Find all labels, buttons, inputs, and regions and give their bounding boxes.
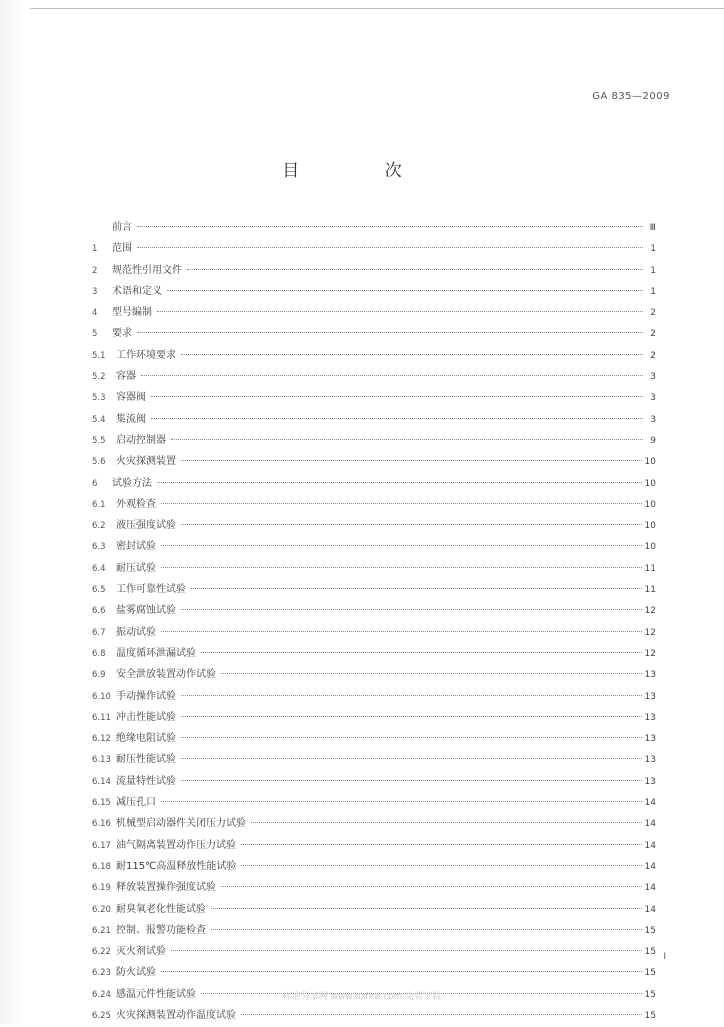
toc-entry-page: 1 (650, 265, 656, 276)
toc-entry-page: 13 (644, 755, 656, 766)
toc-entry-number: 6.18 (92, 861, 111, 872)
toc-entry-number: 5.4 (92, 414, 106, 425)
toc-entry[interactable] (92, 623, 656, 644)
toc-entry-number: 6.11 (92, 712, 111, 723)
toc-entry[interactable] (92, 687, 656, 708)
toc-leader-dots (221, 673, 642, 674)
toc-entry-page: 12 (644, 606, 656, 617)
toc-leader-dots (211, 908, 642, 909)
toc-entry-page: 14 (644, 819, 656, 830)
toc-entry-title: 外观检查 (116, 498, 156, 510)
toc-leader-dots (161, 631, 642, 632)
toc-entry-title: 耐压性能试验 (116, 754, 176, 766)
toc-leader-dots (137, 332, 643, 333)
toc-entry[interactable] (92, 410, 656, 431)
watermark-text: 标准分享网 www.bzfxw.com 免费下载 (282, 992, 442, 1002)
toc-leader-dots (137, 247, 643, 248)
toc-leader-dots (171, 950, 642, 951)
toc-entry-number: 6.20 (92, 904, 111, 915)
toc-entry-number: 5.5 (92, 435, 106, 446)
toc-entry[interactable] (92, 942, 656, 963)
toc-entry-page: 13 (644, 670, 656, 681)
toc-leader-dots (181, 460, 642, 461)
toc-entry-number: 6.17 (92, 840, 111, 851)
toc-entry-number: 5 (92, 329, 98, 340)
toc-entry[interactable] (92, 261, 656, 282)
toc-entry-title: 容器阀 (116, 392, 146, 404)
toc-entry-page: 14 (644, 904, 656, 915)
toc-entry-title: 工作可靠性试验 (116, 584, 186, 596)
toc-entry[interactable] (92, 644, 656, 665)
toc-entry-title: 盐雾腐蚀试验 (116, 605, 176, 617)
toc-entry-title: 规范性引用文件 (112, 264, 182, 276)
toc-entry-title: 液压强度试验 (116, 520, 176, 532)
toc-entry-page: 10 (644, 457, 656, 468)
toc-entry-page: 3 (650, 372, 656, 383)
toc-entry[interactable] (92, 580, 656, 601)
toc-entry-title: 集流阀 (116, 413, 146, 425)
toc-entry-title: 安全泄放装置动作试验 (116, 669, 216, 681)
toc-entry-number: 6.7 (92, 627, 106, 638)
toc-entry-number: 6.9 (92, 670, 106, 681)
toc-leader-dots (191, 588, 642, 589)
top-rule (30, 8, 724, 9)
toc-entry-title: 火灾探测装置动作温度试验 (116, 1009, 236, 1021)
toc-entry-page: 2 (650, 308, 656, 319)
toc-leader-dots (241, 844, 642, 845)
toc-leader-dots (167, 290, 643, 291)
toc-entry-number: 1 (92, 244, 98, 255)
toc-entry-title: 手动操作试验 (116, 690, 176, 702)
toc-entry-number: 6.13 (92, 755, 111, 766)
toc-leader-dots (251, 822, 642, 823)
toc-entry-title: 控制、报警功能检查 (116, 924, 206, 936)
toc-entry[interactable] (92, 963, 656, 984)
toc-entry-page: 2 (650, 350, 656, 361)
toc-entry[interactable] (92, 601, 656, 622)
toc-entry-title: 耐115℃高温释放性能试验 (116, 860, 237, 872)
toc-entry-title: 防火试验 (116, 967, 156, 979)
toc-entry-number: 6.12 (92, 734, 111, 745)
toc-entry[interactable] (92, 431, 656, 452)
toc-entry[interactable] (92, 282, 656, 303)
toc-leader-dots (157, 311, 643, 312)
toc-entry[interactable] (92, 772, 656, 793)
toc-entry-number: 5.3 (92, 393, 106, 404)
toc-entry-title: 减压孔口 (116, 797, 156, 809)
toc-entry[interactable] (92, 836, 656, 857)
toc-leader-dots (181, 524, 642, 525)
toc-entry-title: 前言 (112, 222, 132, 233)
toc-entry-title: 冲击性能试验 (116, 711, 176, 723)
toc-entry[interactable] (92, 900, 656, 921)
toc-entry[interactable] (92, 516, 656, 537)
toc-entry-number: 5.1 (92, 350, 106, 361)
toc-leader-dots (201, 652, 642, 653)
toc-leader-dots (161, 971, 642, 972)
toc-leader-dots (171, 439, 643, 440)
toc-entry-number: 6.14 (92, 776, 111, 787)
toc-entry-page: 14 (644, 883, 656, 894)
toc-entry-title: 耐臭氧老化性能试验 (116, 903, 206, 915)
toc-entry-page: 10 (644, 521, 656, 532)
toc-entry-number: 6.25 (92, 1010, 111, 1021)
toc-entry-number: 6.16 (92, 819, 111, 830)
toc-entry-number: 6.1 (92, 499, 106, 510)
toc-entry-number: 6.3 (92, 542, 106, 553)
toc-leader-dots (181, 354, 643, 355)
toc-entry-page: 14 (644, 861, 656, 872)
toc-entry-number: 6.15 (92, 798, 111, 809)
toc-entry-page: 15 (644, 947, 656, 958)
toc-entry-page: 13 (644, 734, 656, 745)
toc-entry-page: 3 (650, 393, 656, 404)
toc-leader-dots (181, 758, 642, 759)
toc-entry-page: Ⅲ (649, 223, 656, 233)
toc-entry[interactable] (92, 218, 656, 239)
toc-entry-number: 6.8 (92, 648, 106, 659)
toc-entry[interactable] (92, 857, 656, 878)
toc-leader-dots (161, 567, 642, 568)
toc-entry-title: 工作环境要求 (116, 349, 176, 361)
toc-leader-dots (181, 780, 642, 781)
toc-entry[interactable] (92, 878, 656, 899)
toc-entry[interactable] (92, 921, 656, 942)
toc-leader-dots (241, 1014, 642, 1015)
toc-leader-dots (137, 226, 643, 227)
toc-entry-page: 2 (650, 329, 656, 340)
toc-entry-page: 15 (644, 968, 656, 979)
toc-leader-dots (181, 716, 642, 717)
toc-entry[interactable] (92, 814, 656, 835)
toc-entry-title: 灭火剂试验 (116, 946, 166, 958)
toc-entry-number: 3 (92, 286, 98, 297)
toc-entry-number: 6 (92, 478, 98, 489)
toc-entry[interactable] (92, 559, 656, 580)
toc-entry-title: 感温元件性能试验 (116, 988, 196, 1000)
toc-entry-page: 10 (644, 542, 656, 553)
toc-entry-number: 6.2 (92, 521, 106, 532)
toc-entry[interactable] (92, 474, 656, 495)
toc-leader-dots (161, 801, 642, 802)
toc-entry[interactable] (92, 367, 656, 388)
toc-entry-page: 15 (644, 1010, 656, 1021)
toc-entry[interactable] (92, 729, 656, 750)
table-of-contents (92, 218, 656, 1027)
toc-entry-number: 5.6 (92, 457, 106, 468)
toc-entry-title: 术语和定义 (112, 285, 162, 297)
toc-entry-title: 启动控制器 (116, 434, 166, 446)
page-number: I (663, 952, 666, 962)
toc-entry-title: 温度循环泄漏试验 (116, 647, 196, 659)
toc-entry-page: 15 (644, 989, 656, 1000)
toc-entry-number: 6.24 (92, 989, 111, 1000)
toc-entry-page: 9 (650, 435, 656, 446)
toc-entry-title: 流量特性试验 (116, 775, 176, 787)
toc-leader-dots (181, 695, 642, 696)
toc-entry-page: 10 (644, 499, 656, 510)
toc-entry-number: 6.22 (92, 947, 111, 958)
toc-entry-page: 13 (644, 712, 656, 723)
toc-entry-number: 6.5 (92, 585, 106, 596)
toc-entry-title: 容器 (116, 371, 136, 383)
toc-entry-title: 密封试验 (116, 541, 156, 553)
toc-entry-title: 振动试验 (116, 626, 156, 638)
toc-entry-page: 14 (644, 798, 656, 809)
toc-entry-page: 11 (644, 585, 656, 596)
toc-entry[interactable] (92, 665, 656, 686)
toc-leader-dots (151, 396, 643, 397)
toc-leader-dots (141, 375, 643, 376)
toc-entry[interactable] (92, 388, 656, 409)
toc-entry[interactable] (92, 324, 656, 345)
scan-edge-shade (0, 0, 26, 1024)
toc-leader-dots (151, 418, 643, 419)
toc-entry[interactable] (92, 495, 656, 516)
toc-entry-page: 1 (650, 286, 656, 297)
toc-entry-title: 绝缘电阻试验 (116, 733, 176, 745)
toc-entry[interactable] (92, 346, 656, 367)
toc-entry-number: 4 (92, 308, 98, 319)
toc-leader-dots (161, 545, 642, 546)
standard-code: GA 835—2009 (592, 91, 670, 102)
toc-entry[interactable] (92, 303, 656, 324)
toc-entry-number: 5.2 (92, 372, 106, 383)
toc-entry-number: 6.21 (92, 925, 111, 936)
toc-entry-title: 范围 (112, 243, 132, 255)
toc-entry-title: 型号编制 (112, 307, 152, 319)
toc-entry-title: 试验方法 (112, 477, 152, 489)
toc-entry[interactable] (92, 793, 656, 814)
toc-entry-page: 1 (650, 244, 656, 255)
toc-leader-dots (221, 886, 642, 887)
toc-leader-dots (161, 503, 642, 504)
toc-leader-dots (157, 482, 642, 483)
toc-entry-title: 释放装置操作强度试验 (116, 882, 216, 894)
toc-entry[interactable] (92, 239, 656, 260)
toc-entry-page: 11 (644, 563, 656, 574)
toc-entry-number: 6.6 (92, 606, 106, 617)
toc-entry-page: 14 (644, 840, 656, 851)
toc-entry-number: 6.10 (92, 691, 111, 702)
toc-entry-page: 12 (644, 648, 656, 659)
toc-entry-page: 13 (644, 691, 656, 702)
toc-entry[interactable] (92, 708, 656, 729)
toc-leader-dots (211, 929, 642, 930)
page-title: 目 次 (282, 161, 442, 181)
toc-leader-dots (181, 737, 642, 738)
toc-entry-title: 耐压试验 (116, 562, 156, 574)
toc-entry-number: 6.4 (92, 563, 106, 574)
toc-leader-dots (181, 609, 642, 610)
toc-entry-title: 火灾探测装置 (116, 456, 176, 468)
toc-entry-page: 3 (650, 414, 656, 425)
toc-entry[interactable] (92, 750, 656, 771)
toc-entry-number: 6.19 (92, 883, 111, 894)
toc-entry-title: 机械型启动器件关闭压力试验 (116, 818, 246, 830)
toc-entry-number: 6.23 (92, 968, 111, 979)
toc-entry-title: 要求 (112, 328, 132, 340)
toc-entry-page: 15 (644, 925, 656, 936)
toc-entry[interactable] (92, 537, 656, 558)
toc-leader-dots (187, 269, 643, 270)
toc-entry-title: 油气隔离装置动作压力试验 (116, 839, 236, 851)
toc-leader-dots (241, 865, 641, 866)
toc-entry-page: 13 (644, 776, 656, 787)
toc-entry-page: 10 (644, 478, 656, 489)
toc-entry[interactable] (92, 452, 656, 473)
toc-entry-page: 12 (644, 627, 656, 638)
toc-entry-number: 2 (92, 265, 98, 276)
